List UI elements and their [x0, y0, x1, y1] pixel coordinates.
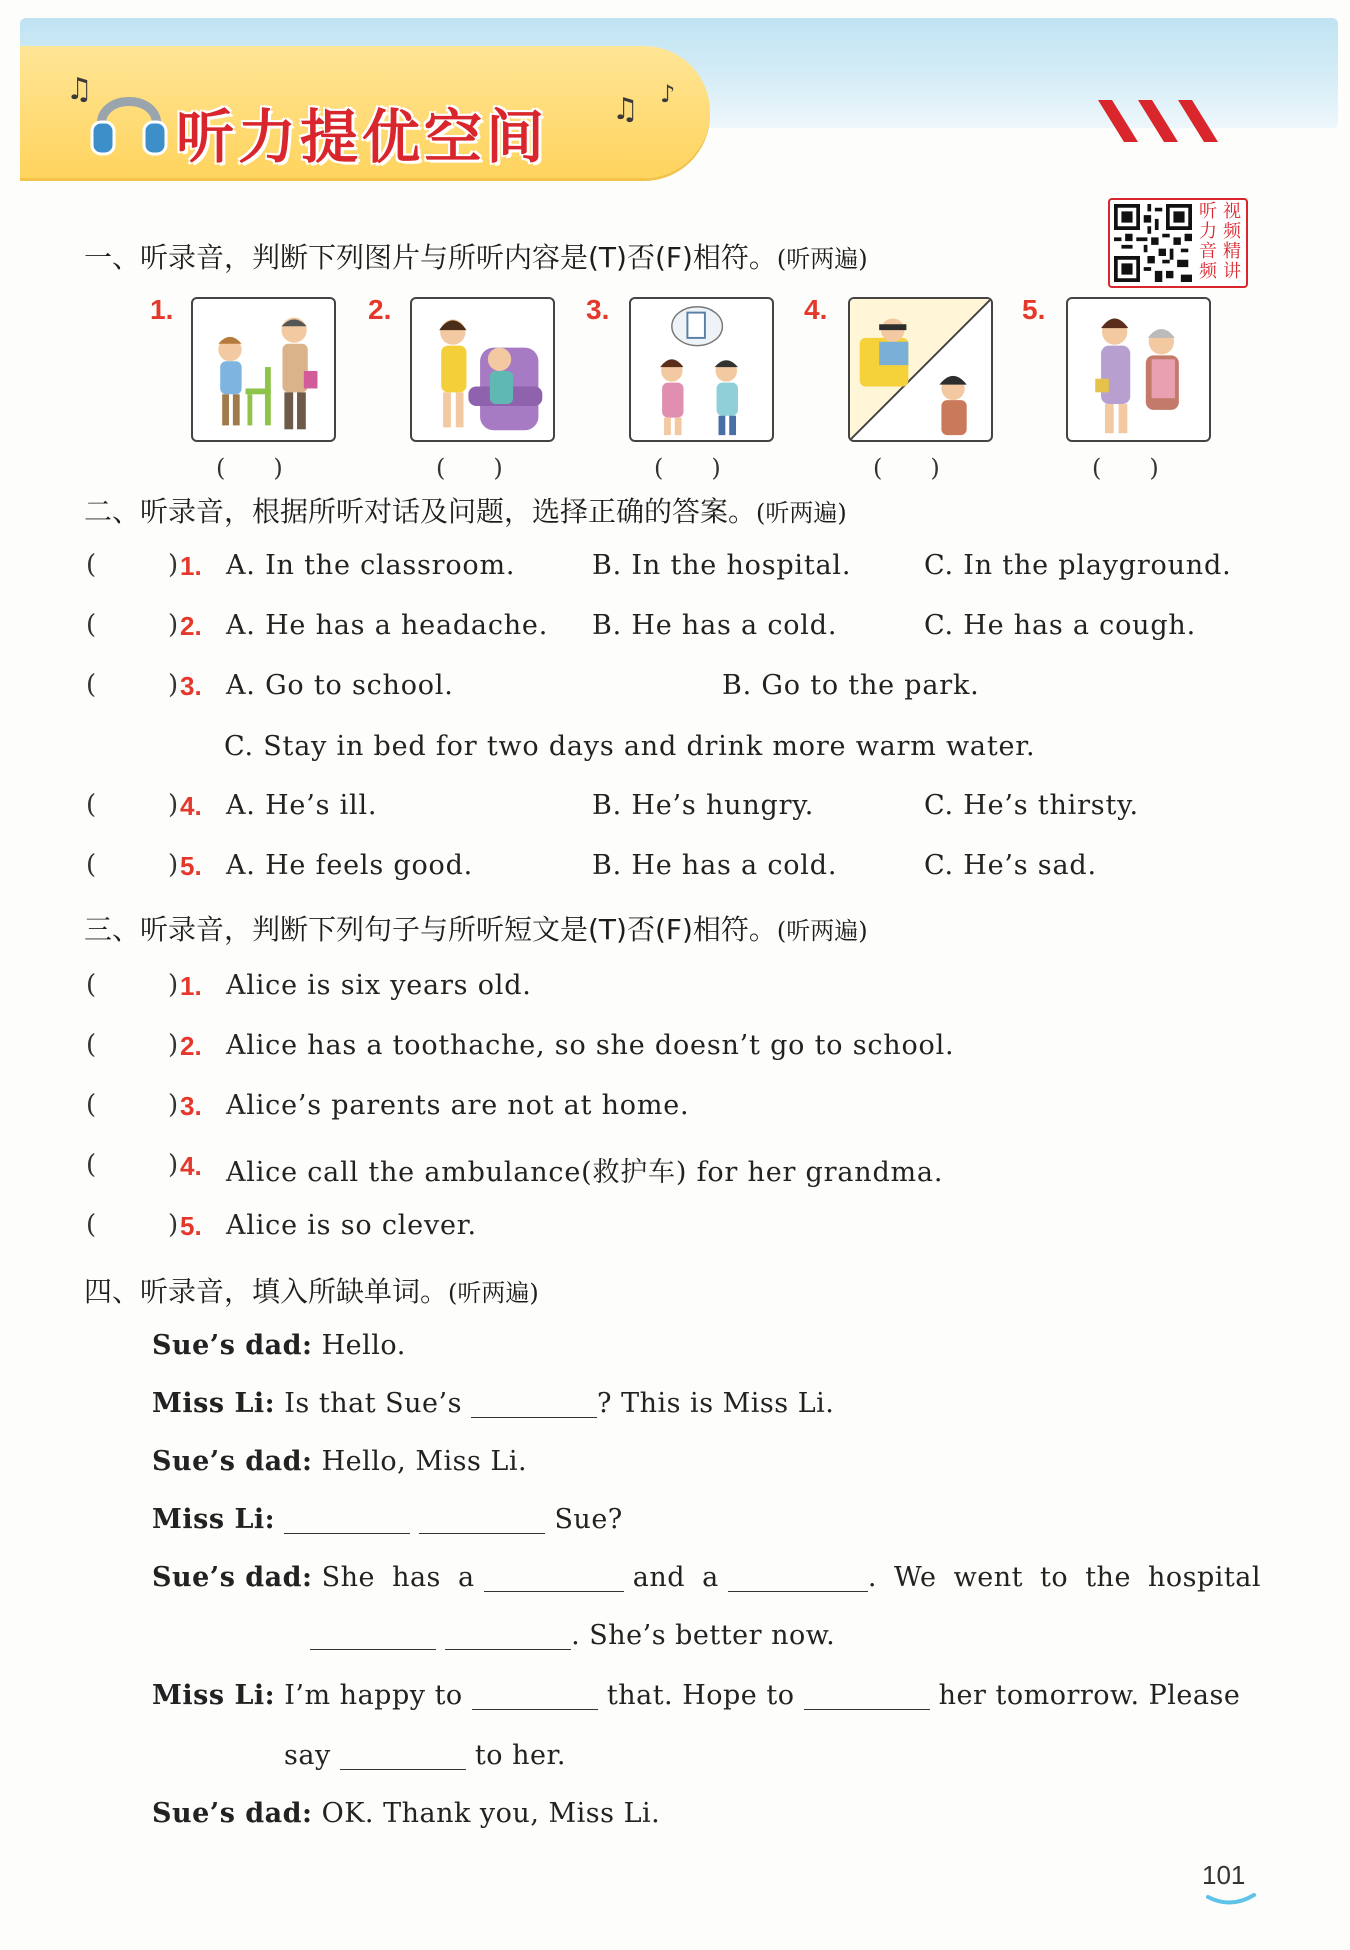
dialogue-text: OK. Thank you, Miss Li. — [321, 1798, 661, 1829]
decorative-stripes — [1098, 96, 1238, 146]
section-3-note: (听两遍) — [776, 917, 868, 945]
option-b[interactable]: B. In the hospital. — [592, 550, 852, 581]
speaker-label: Miss Li: — [152, 1680, 276, 1711]
statement-text: Alice is six years old. — [226, 970, 532, 1001]
picture-1 — [191, 297, 336, 442]
speaker-label: Miss Li: — [152, 1504, 276, 1535]
answer-paren-close: ) — [168, 610, 179, 640]
answer-paren-close: ) — [168, 850, 179, 880]
dialogue-text: . She’s better now. — [571, 1620, 836, 1651]
picture-number: 4. — [804, 294, 828, 325]
question-number: 1. — [180, 551, 202, 581]
speaker-label: Sue’s dad: — [152, 1562, 313, 1593]
section-3-title: 三、听录音，判断下列句子与所听短文是(T)否(F)相符。 — [84, 913, 777, 946]
dialogue-line — [310, 1620, 835, 1651]
dialogue-text: say — [284, 1740, 331, 1771]
fill-blank[interactable] — [445, 1622, 571, 1650]
answer-paren-open[interactable]: ( — [86, 1150, 97, 1180]
statement-text: Alice’s parents are not at home. — [226, 1090, 690, 1121]
answer-parentheses[interactable]: ( ) — [216, 454, 283, 482]
dialogue-line — [152, 1504, 623, 1535]
answer-paren-close: ) — [168, 1090, 179, 1120]
answer-paren-close: ) — [168, 1150, 179, 1180]
option-a[interactable]: A. Go to school. — [226, 670, 454, 701]
answer-paren-open[interactable]: ( — [86, 670, 97, 700]
fill-blank[interactable] — [471, 1390, 597, 1418]
fill-blank[interactable] — [340, 1742, 466, 1770]
dialogue-text: Hello. — [321, 1330, 406, 1361]
option-b[interactable]: B. He has a cold. — [592, 610, 838, 641]
question-number: 2. — [180, 611, 202, 641]
answer-paren-close: ) — [168, 970, 179, 1000]
dialogue-line — [152, 1446, 527, 1477]
page-number: 101 — [1202, 1860, 1246, 1890]
statement-text: Alice call the ambulance(救护车) for her grandma. — [226, 1157, 944, 1188]
question-number: 4. — [180, 791, 202, 821]
option-c[interactable]: C. He’s sad. — [924, 850, 1097, 881]
fill-blank[interactable] — [728, 1564, 868, 1592]
answer-paren-open[interactable]: ( — [86, 1030, 97, 1060]
dialogue-text: Is that Sue’s — [284, 1388, 462, 1419]
option-b[interactable]: B. He has a cold. — [592, 850, 838, 881]
section-4-note: (听两遍) — [448, 1279, 539, 1307]
picture-number: 3. — [586, 294, 610, 325]
statement-text: Alice is so clever. — [226, 1210, 477, 1241]
dialogue-text: to her. — [474, 1740, 566, 1771]
answer-paren-close: ) — [168, 670, 179, 700]
option-a[interactable]: A. He has a headache. — [226, 610, 549, 641]
speaker-label: Miss Li: — [152, 1388, 276, 1419]
section-2-title: 二、听录音，根据所听对话及问题，选择正确的答案。 — [84, 495, 757, 528]
answer-paren-close: ) — [168, 790, 179, 820]
section-1-note: (听两遍) — [776, 245, 868, 273]
answer-paren-close: ) — [168, 1210, 179, 1240]
question-number: 3. — [180, 671, 202, 701]
answer-parentheses[interactable]: ( ) — [654, 454, 721, 482]
answer-parentheses[interactable]: ( ) — [873, 454, 940, 482]
picture-2 — [410, 297, 555, 442]
fill-blank[interactable] — [804, 1682, 930, 1710]
answer-paren-open[interactable]: ( — [86, 970, 97, 1000]
fill-blank[interactable] — [419, 1506, 545, 1534]
option-c[interactable]: C. Stay in bed for two days and drink more warm water. — [224, 731, 1036, 762]
picture-number: 1. — [150, 294, 174, 325]
music-note-icon: ♫ — [66, 72, 93, 107]
picture-3 — [629, 297, 774, 442]
answer-paren-open[interactable]: ( — [86, 1210, 97, 1240]
music-note-icon: ♪ — [660, 80, 676, 108]
question-number: 4. — [180, 1151, 202, 1181]
question-number: 2. — [180, 1031, 202, 1061]
picture-number: 5. — [1022, 294, 1046, 325]
fill-blank[interactable] — [284, 1506, 410, 1534]
section-2-heading — [84, 490, 847, 530]
dialogue-line — [152, 1680, 1240, 1711]
qr-code-icon — [1114, 204, 1192, 282]
dialogue-text: that. Hope to — [606, 1680, 795, 1711]
section-3-heading — [84, 908, 868, 948]
option-c[interactable]: C. In the playground. — [924, 550, 1232, 581]
dialogue-text: . We went to the hospital — [867, 1562, 1262, 1593]
option-c[interactable]: C. He has a cough. — [924, 610, 1196, 641]
statement-text: Alice has a toothache, so she doesn’t go to school. — [226, 1030, 955, 1061]
dialogue-text: Hello, Miss Li. — [321, 1446, 528, 1477]
option-a[interactable]: A. In the classroom. — [226, 550, 516, 581]
picture-4 — [848, 297, 993, 442]
dialogue-line — [152, 1330, 406, 1361]
answer-parentheses[interactable]: ( ) — [436, 454, 503, 482]
dialogue-text: ? This is Miss Li. — [597, 1388, 835, 1419]
option-c[interactable]: C. He’s thirsty. — [924, 790, 1139, 821]
page-title: 听力提优空间 — [176, 103, 549, 171]
question-number: 3. — [180, 1091, 202, 1121]
dialogue-line — [152, 1562, 1261, 1593]
page-swoosh-decoration — [1206, 1893, 1256, 1907]
option-a[interactable]: A. He’s ill. — [226, 790, 378, 821]
dialogue-text: I’m happy to — [284, 1680, 463, 1711]
option-a[interactable]: A. He feels good. — [226, 850, 474, 881]
fill-blank[interactable] — [310, 1622, 436, 1650]
section-4-heading — [84, 1270, 539, 1310]
picture-number: 2. — [368, 294, 392, 325]
section-1-title: 一、听录音，判断下列图片与所听内容是(T)否(F)相符。 — [84, 241, 777, 274]
section-4-title: 四、听录音，填入所缺单词。 — [84, 1275, 449, 1308]
section-2-note: (听两遍) — [756, 499, 847, 527]
picture-5 — [1066, 297, 1211, 442]
headphone-icon — [84, 72, 174, 162]
answer-paren-open[interactable]: ( — [86, 550, 97, 580]
answer-paren-close: ) — [168, 550, 179, 580]
dialogue-line — [152, 1798, 660, 1829]
speaker-label: Sue’s dad: — [152, 1330, 313, 1361]
speaker-label: Sue’s dad: — [152, 1798, 313, 1829]
question-number: 1. — [180, 971, 202, 1001]
fill-blank[interactable] — [484, 1564, 624, 1592]
answer-paren-open[interactable]: ( — [86, 610, 97, 640]
question-number: 5. — [180, 1211, 202, 1241]
answer-paren-close: ) — [168, 1030, 179, 1060]
dialogue-line — [284, 1740, 566, 1771]
dialogue-text: and a — [632, 1562, 719, 1593]
option-b[interactable]: B. Go to the park. — [722, 670, 980, 701]
dialogue-text: Sue? — [554, 1504, 623, 1535]
qr-code-card[interactable] — [1108, 198, 1248, 288]
section-1-heading — [84, 236, 868, 276]
answer-paren-open[interactable]: ( — [86, 790, 97, 820]
dialogue-line — [152, 1388, 834, 1419]
answer-paren-open[interactable]: ( — [86, 850, 97, 880]
dialogue-text: She has a — [321, 1562, 475, 1593]
dialogue-text: her tomorrow. Please — [938, 1680, 1241, 1711]
question-number: 5. — [180, 851, 202, 881]
music-note-icon: ♫ — [612, 92, 639, 127]
answer-paren-open[interactable]: ( — [86, 1090, 97, 1120]
qr-label: 听 视 力 频 音 精 频 讲 — [1199, 201, 1241, 282]
speaker-label: Sue’s dad: — [152, 1446, 313, 1477]
answer-parentheses[interactable]: ( ) — [1092, 454, 1159, 482]
fill-blank[interactable] — [472, 1682, 598, 1710]
option-b[interactable]: B. He’s hungry. — [592, 790, 815, 821]
